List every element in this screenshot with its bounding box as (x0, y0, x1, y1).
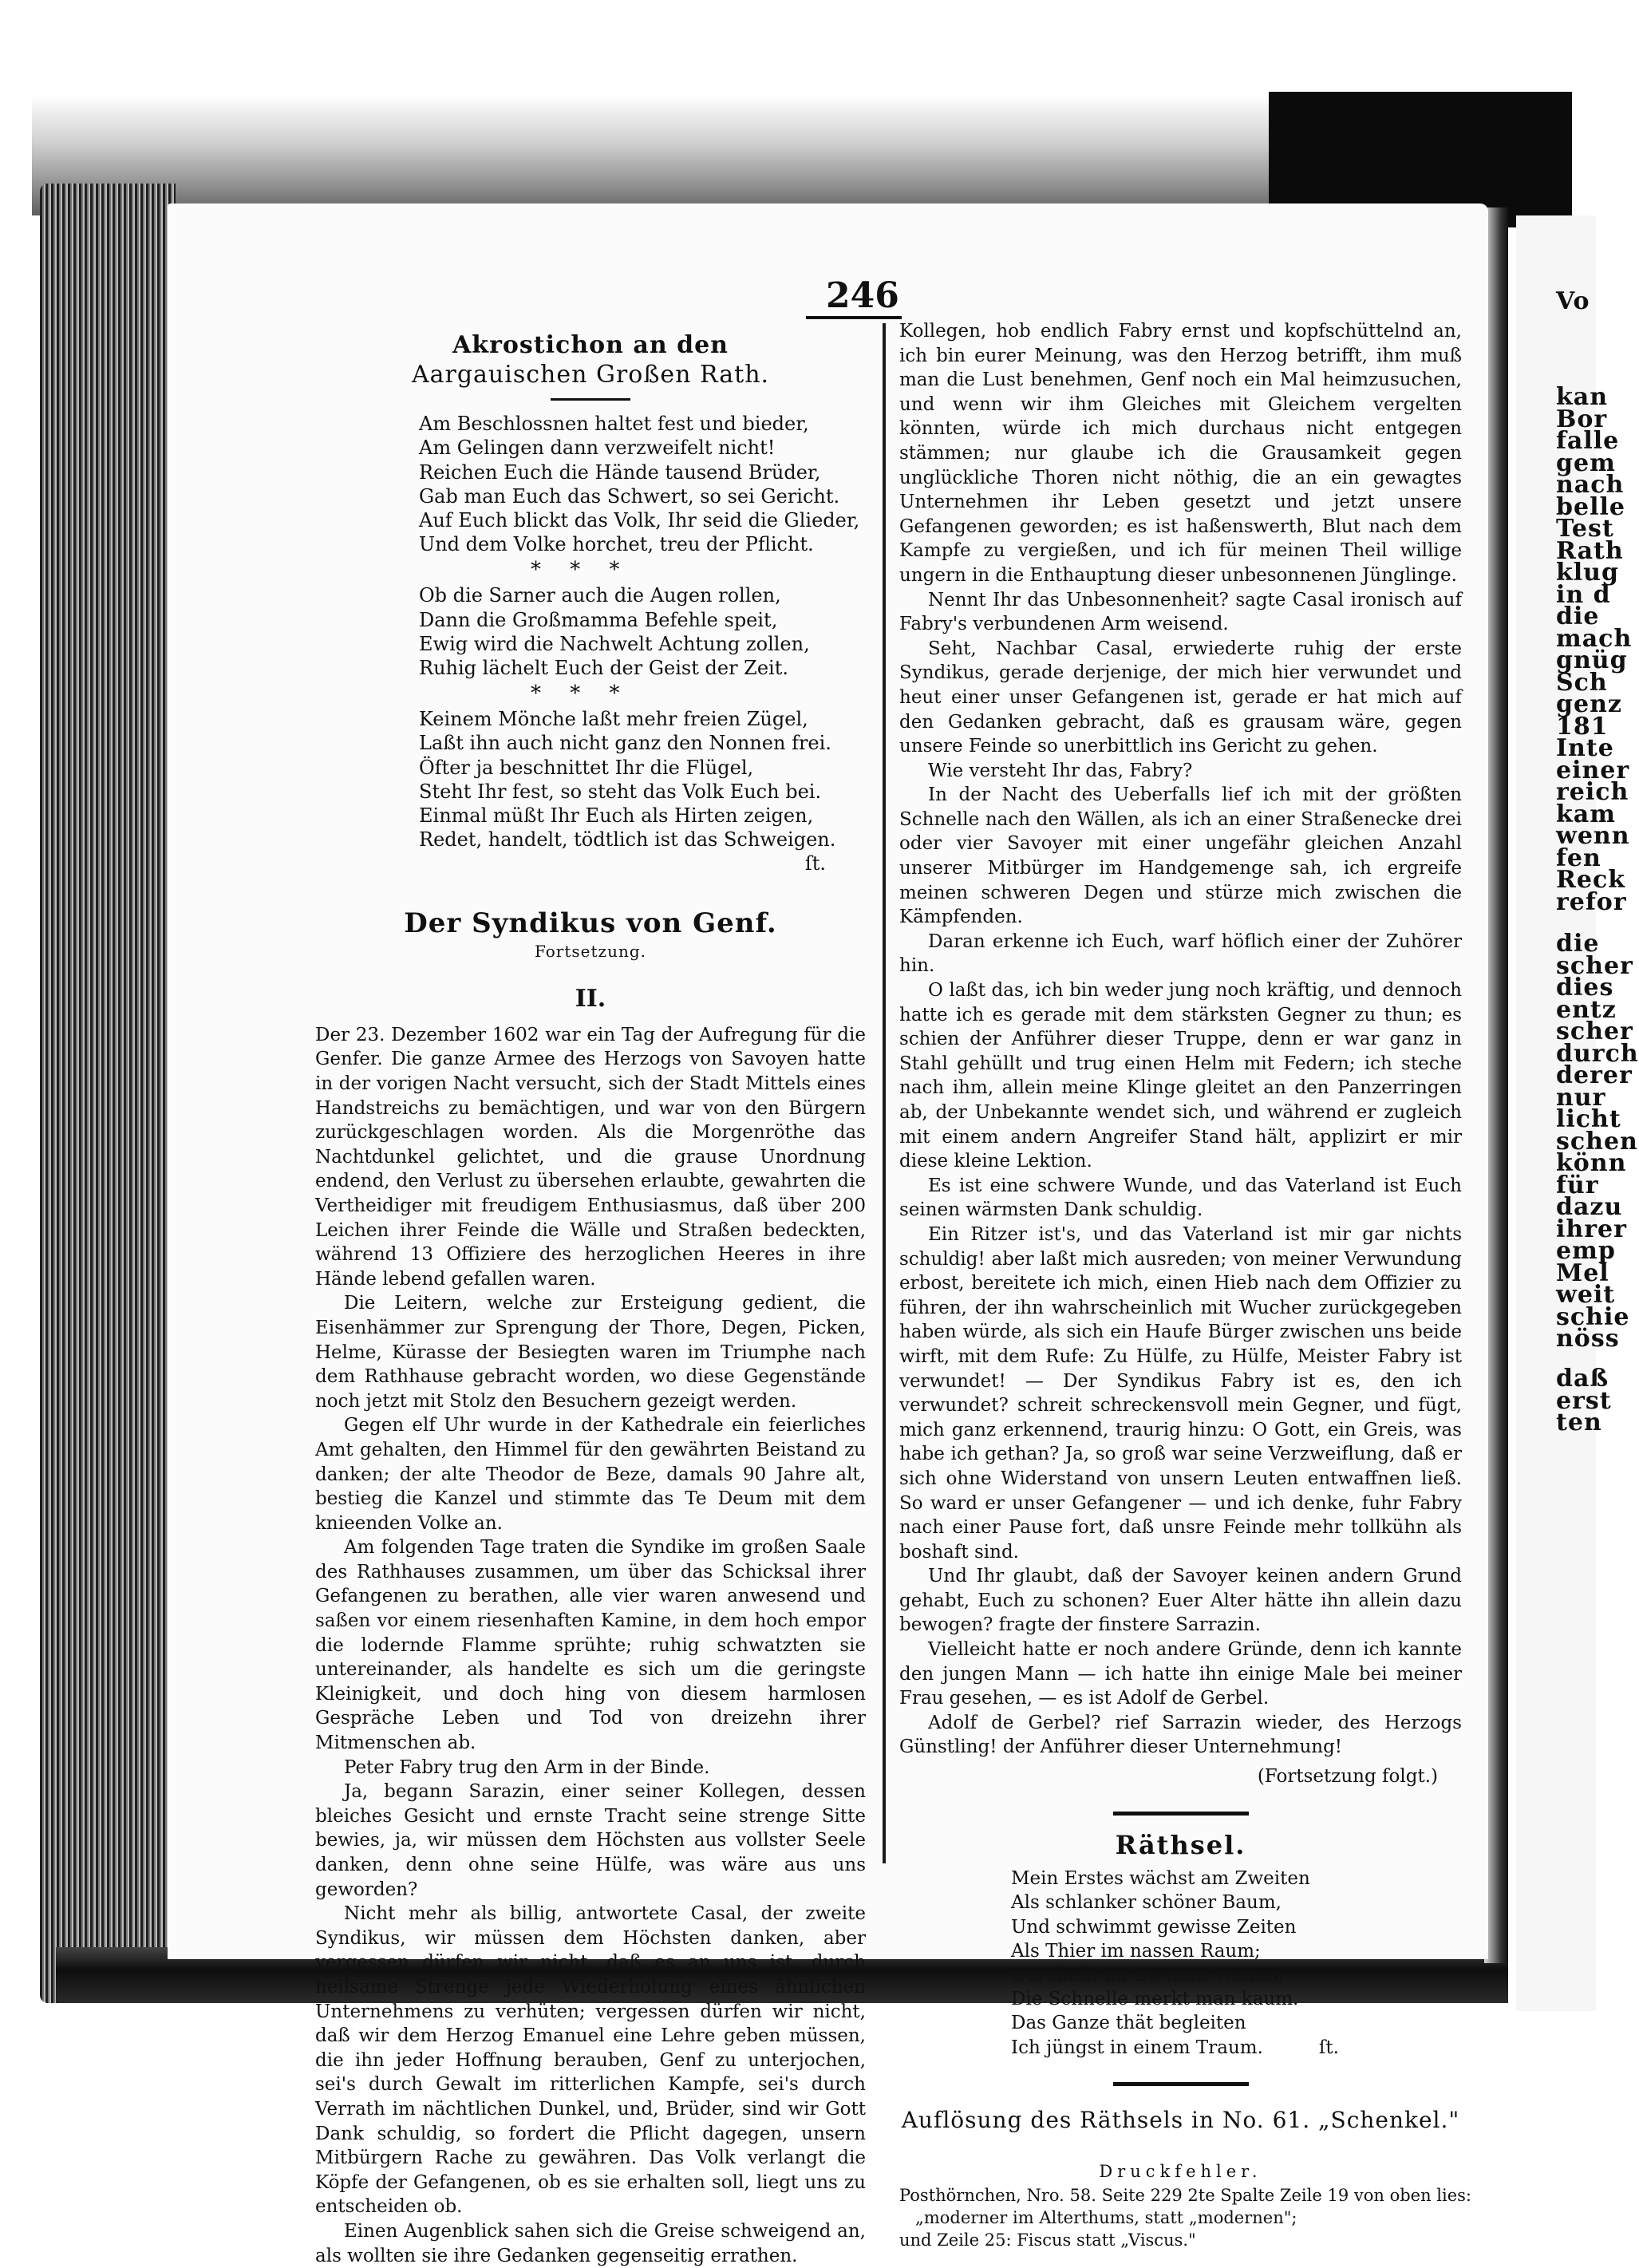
riddle-line: Ich jüngst in einem Traum. (1011, 2037, 1263, 2058)
adjacent-page-fragment: nur (1556, 1084, 1606, 1112)
poem-line: Am Beschlossnen haltet fest und bieder, (419, 413, 809, 436)
paragraph: Und Ihr glaubt, daß der Savoyer keinen andern Grund gehabt, Euch zu schonen? Euer Alter hätte ihn allein dazu bewogen? fragte der finstere Sarrazin. (899, 1566, 1462, 1636)
paragraph: O laßt das, ich bin weder jung noch kräftig, und dennoch hatte ich es gerade mit dem stärksten Gegner zu thun; es schien der Anführer dieser Truppe, denn er war ganz in Stahl gehüllt und trug einen Helm mit Federn; ich steche nach ihm, allein meine Klinge gleitet an den Panzerringen ab, der Unbekannte wendet sich, und während er zugleich mit einem andern Angreifer Stand hält, applizirt er mir diese kleine Lektion. (899, 980, 1462, 1172)
adjacent-page-fragment: die (1556, 930, 1600, 958)
adjacent-page-fragment: refor (1556, 888, 1627, 916)
paragraph: Seht, Nachbar Casal, erwiederte ruhig der erste Syndikus, gerade derjenige, der mich hier verwundet und heut einer unser Gefangenen ist, gerade er hat mich auf den Gedanken gebracht, daß es grausam wäre, gegen unsere Feinde so unerbittlich ins Gericht zu gehen. (899, 638, 1462, 757)
poem-line: Laßt ihn auch nicht ganz den Nonnen frei. (419, 732, 831, 755)
adjacent-page-fragment: 181 (1556, 713, 1609, 741)
poem-title-line1: Akrostichon an den (452, 331, 729, 359)
adjacent-page-fragment: Reck (1556, 866, 1626, 894)
adjacent-page-fragment: belle (1556, 493, 1625, 521)
poem-line: Und dem Volke horchet, treu der Pflicht. (419, 533, 814, 556)
paragraph: Ja, begann Sarazin, einer seiner Kollegen, dessen bleiches Gesicht und ernste Tracht seine strenge Sitte bewies, ja, wir müssen dem Höchsten aus vollster Seele danken, denn ohne seine Hülfe, was wäre aus uns geworden? (315, 1781, 866, 1900)
errata-text (899, 2184, 1471, 2251)
adjacent-page-fragment: reich (1556, 778, 1629, 806)
paragraph: Ein Ritzer ist's, und das Vaterland ist mir gar nichts schuldig! aber laßt mich ausreden; von meiner Verwundung erbost, bereitete ich mich, einen Hieb nach dem Offizier zu führen, der ihn wahrscheinlich mit Wucher zurückgegeben haben würde, als sich ein Haufe Bürger zwischen uns beide wirft, mit dem Rufe: Zu Hülfe, zu Hülfe, Meister Fabry ist verwundet! — Der Syndikus Fabry ist es, den ich verwundet? schreit schreckensvoll mein Gegner, und fügt, mich ganz erkennend, traurig hinzu: O Gott, ein Greis, was habe ich gethan? Ja, so groß war seine Verzweiflung, daß er sich ohne Widerstand von unsern Leuten entwaffnen ließ. So ward er unser Gefangener — und ich denke, fuhr Fabry nach einer Pause fort, daß unsre Feinde mehr tollkühn als boshaft sind. (899, 1223, 1462, 1563)
section-divider (1113, 1812, 1249, 1816)
adjacent-page-fragment: wenn (1556, 822, 1630, 850)
section-divider (1113, 2082, 1249, 2086)
adjacent-page-fragment: derer (1556, 1061, 1633, 1089)
page-number: 246 (826, 275, 899, 316)
poem-line: Reichen Euch die Hände tausend Brüder, (419, 460, 821, 484)
adjacent-page-fragment: fen (1556, 844, 1601, 872)
adjacent-page-fragment: erst (1556, 1387, 1612, 1415)
adjacent-page-fragment: die (1556, 603, 1600, 630)
paragraph: Wie versteht Ihr das, Fabry? (928, 760, 1193, 781)
poem-line: Ruhig lächelt Euch der Geist der Zeit. (419, 657, 788, 680)
adjacent-page-fragment: Bor (1556, 405, 1608, 433)
poem-line: Einmal müßt Ihr Euch als Hirten zeigen, (419, 804, 814, 828)
adjacent-page-fragment: licht (1556, 1105, 1621, 1133)
adjacent-page-fragment: falle (1556, 427, 1620, 455)
paragraph: In der Nacht des Ueberfalls lief ich mit der größten Schnelle nach den Wällen, als ich an einer Straßenecke drei oder vier Savoyer mit einer ungefähr gleichen Anzahl unserer Mitbürger im Handgemenge sah, ich ergreife meinen schweren Degen und stürze mich zwischen die Kämpfenden. (899, 784, 1462, 928)
riddle-line: Als schlanker schöner Baum, (1011, 1892, 1282, 1914)
book-page-stack (40, 184, 176, 2003)
paragraph: Nennt Ihr das Unbesonnenheit? sagte Casal ironisch auf Fabry's verbundenen Arm weisend. (899, 589, 1462, 635)
riddle-line: Als Thier im nassen Raum; (1011, 1940, 1261, 1962)
riddle-verse (899, 1867, 1462, 2060)
poem-line: Öfter ja beschnittet Ihr die Flügel, (419, 756, 754, 779)
adjacent-page-fragment: mach (1556, 625, 1633, 653)
adjacent-page-fragment: Test (1556, 515, 1614, 543)
adjacent-page-fragment: Rath (1556, 537, 1624, 565)
adjacent-page-fragment: kam (1556, 800, 1616, 828)
adjacent-page-fragment: Inte (1556, 734, 1614, 762)
paragraph: Nicht mehr als billig, antwortete Casal, der zweite Syndikus, wir müssen dem Höchsten danken, aber vergessen dürfen wir nicht, daß es an uns ist, durch heilsame Strenge jede Wiederholung eines ähnlichen Unternehmens zu verhüten; vergessen dürfen wir nicht, daß wir dem Herzog Emanuel eine Lehre geben müssen, die ihn jeder Hoffnung berauben, Genf zu unterjochen, sei's durch Gewalt im ritterlichen Kampfe, sei's durch Verrath im nächtlichen Dunkel, und, Brüder, sind wir Gott Dank schuldig, so fordert die Pflicht dagegen, unsern Mitbürgern Rache zu gewähren. Das Volk verlangt die Köpfe der Gefangenen, ob es sie erhalten soll, liegt uns zu entscheiden ob. (315, 1903, 866, 2218)
stanza-separator: * * * (531, 558, 631, 583)
errata-line: und Zeile 25: Fiscus statt „Viscus." (899, 2230, 1196, 2250)
adjacent-page-fragment: dazu (1556, 1193, 1623, 1221)
riddle-line-last (1011, 2036, 1462, 2060)
adjacent-page-fragment: gnüg (1556, 646, 1628, 674)
adjacent-page-fragment: schen (1556, 1128, 1638, 1156)
adjacent-page-fragment: kan (1556, 383, 1609, 411)
riddle-line: Das Ganze thät begleiten (1011, 2013, 1246, 2034)
adjacent-page-fragment: dies (1556, 974, 1614, 1002)
riddle-line: Die Schnelle merkt man kaum. (1011, 1989, 1299, 2010)
poem-stanza-2 (315, 583, 866, 680)
poem-line: Dann die Großmamma Befehle speit, (419, 608, 778, 631)
paragraph: Der 23. Dezember 1602 war ein Tag der Aufregung für die Genfer. Die ganze Armee des Herzogs von Savoyen hatte in der vorigen Nacht versucht, sich der Stadt Mittels eines Handstreichs zu bemächtigen, und war von den Bürgern zurückgeschlagen worden. Als die Morgenröthe das Nachtdunkel gelichtet, und die grause Unordnung endend, den Verlust zu übersehen erlaubte, gewahrten die Vertheidiger mit freudigem Enthusiasmus, daß über 200 Leichen ihrer Feinde die Wälle und Straßen bedeckten, während 13 Offiziere des herzoglichen Heeres in ihre Hände lebend gefallen waren. (315, 1024, 866, 1290)
adjacent-page-fragment: genz (1556, 690, 1622, 718)
paragraph: Peter Fabry trug den Arm in der Binde. (344, 1756, 710, 1778)
adjacent-page-fragment: durch (1556, 1040, 1639, 1068)
adjacent-page-fragment: ihrer (1556, 1215, 1627, 1243)
riddle-line: Mein Erstes wächst am Zweiten (1011, 1868, 1310, 1890)
poem-line: Auf Euch blickt das Volk, Ihr seid die Glieder, (419, 509, 860, 531)
paragraph: Am folgenden Tage traten die Syndike im großen Saale des Rathhauses zusammen, um über das Schicksal ihrer Gefangenen zu berathen, alle vier waren anwesend und saßen vor einem riesenhaften Kamine, in dem hoch empor die lodernde Flamme sprühte; ruhig schwatzten sie untereinander, als handelte es sich um die geringste Kleinigkeit, und doch hing von diesem harmlosen Gespräche Leben und Tod von dreizehn ihrer Mitmenschen ab. (315, 1537, 866, 1754)
divider (551, 398, 630, 401)
paragraph: Einen Augenblick sahen sich die Greise schweigend an, als wollten sie ihre Gedanken gegenseitig errathen. (315, 2220, 866, 2266)
errata-title: Druckfehler. (1099, 2162, 1262, 2182)
paragraph: Adolf de Gerbel? rief Sarrazin wieder, des Herzogs Günstling! der Anführer dieser Unternehmung! (899, 1712, 1462, 1758)
scan-background (32, 96, 1269, 215)
left-column (315, 319, 866, 2268)
paragraph: Vielleicht hatte er noch andere Gründe, denn ich kannte den jungen Mann — ich hatte ihn einige Male bei meiner Frau gesehen, — es ist Adolf de Gerbel. (899, 1639, 1462, 1709)
adjacent-page (1516, 215, 1639, 2011)
adjacent-page-fragment: könn (1556, 1149, 1627, 1177)
paragraph: Es ist eine schwere Wunde, und das Vaterland ist Euch seinen wärmsten Dank schuldig. (899, 1175, 1462, 1221)
adjacent-page-fragment: Mel (1556, 1259, 1609, 1287)
errata-line: Posthörnchen, Nro. 58. Seite 229 2te Spalte Zeile 19 von oben lies: (899, 2186, 1471, 2206)
chapter-number: II. (575, 985, 606, 1013)
poem-line: Redet, handelt, tödtlich ist das Schweigen. (419, 828, 836, 851)
adjacent-page-fragment: scher (1556, 952, 1633, 980)
poem-line: Am Gelingen dann verzweifelt nicht! (419, 437, 776, 460)
adjacent-page-fragment: gem (1556, 449, 1616, 477)
adjacent-page-fragment: ten (1556, 1409, 1602, 1436)
stanza-separator: * * * (531, 682, 631, 706)
riddle-line: Und schwimmt gewisse Zeiten (1011, 1916, 1297, 1938)
poem-line: Keinem Mönche laßt mehr freien Zügel, (419, 708, 808, 731)
paragraph: Gegen elf Uhr wurde in der Kathedrale ein feierliches Amt gehalten, den Himmel für den gewährten Beistand zu danken; der alte Theodor de Beze, damals 90 Jahre alt, bestieg die Kanzel und stimmte das Te Deum mit dem knieenden Volke an. (315, 1415, 866, 1534)
continuation-note: (Fortsetzung folgt.) (1257, 1766, 1438, 1788)
adjacent-page-fragment: entz (1556, 996, 1617, 1024)
riddle-solution: Auflösung des Räthsels in No. 61. „Schenkel." (901, 2106, 1460, 2133)
adjacent-page-fragment: Sch (1556, 669, 1608, 697)
adjacent-page-fragment: weit (1556, 1281, 1616, 1309)
adjacent-page-fragment: einer (1556, 757, 1630, 784)
riddle-line: Durcheilt im Zweiten Weiten, (1011, 1965, 1285, 1986)
column-divider (883, 323, 886, 1863)
poem-signature: ſt. (804, 852, 826, 875)
paragraph: Die Leitern, welche zur Ersteigung gedient, die Eisenhämmer zur Sprengung der Thore, Degen, Picken, Helme, Kürasse der Besiegten waren im Triumphe nach dem Rathhause gebracht worden, wo diese Gegenstände noch jetzt mit Stolz den Besuchern gezeigt werden. (315, 1293, 866, 1412)
poem-line: Gab man Euch das Schwert, so sei Gericht. (419, 484, 840, 508)
poem-line: Ob die Sarner auch die Augen rollen, (419, 584, 781, 607)
poem-stanza-3 (315, 707, 866, 851)
adjacent-page-fragment: daß (1556, 1365, 1609, 1393)
right-column (899, 319, 1471, 2251)
poem-title-line2: Aargauischen Großen Rath. (411, 360, 770, 389)
riddle-title: Räthsel. (1115, 1829, 1246, 1860)
adjacent-page-fragment: für (1556, 1172, 1599, 1199)
story-title: Der Syndikus von Genf. (404, 907, 777, 940)
adjacent-page-fragment: nöss (1556, 1325, 1620, 1353)
errata-line: „moderner im Alterthums, statt „modernen"; (915, 2208, 1297, 2228)
adjacent-page-fragment: klug (1556, 559, 1619, 587)
poem-line: Steht Ihr fest, so steht das Volk Euch bei. (419, 780, 822, 803)
riddle-signature: ſt. (1318, 2037, 1339, 2058)
poem-stanza-1 (315, 412, 866, 556)
paragraph: Kollegen, hob endlich Fabry ernst und kopfschüttelnd an, ich bin eurer Meinung, was den Herzog betrifft, ihm muß man die Lust benehmen, Genf noch ein Mal heimzusuchen, und wenn wir ihm Gleiches mit Gleichem vergelten könnten, würde ich mich durchaus nicht entgegen stämmen; nur glaube ich die Grausamkeit gegen unglückliche Thoren nicht nöthig, die an ein gewagtes Unternehmen ihr Leben gesetzt und jetzt unsere Gefangenen geworden; es ist haßenswerth, Blut nach dem Kampfe zu vergießen, und ich für meinen Theil willige ungern in die Enthauptung dieser unbesonnenen Jünglinge. (899, 321, 1462, 586)
adjacent-page-fragment: in d (1556, 581, 1611, 609)
adjacent-page-fragment: scher (1556, 1017, 1633, 1045)
adjacent-page-fragment: nach (1556, 471, 1625, 499)
story-subtitle: Fortsetzung. (534, 941, 647, 961)
adjacent-page-fragment: emp (1556, 1237, 1616, 1265)
poem-line: Ewig wird die Nachwelt Achtung zollen, (419, 632, 810, 655)
adjacent-page-fragment: Vo (1556, 287, 1590, 315)
adjacent-page-fragment: schie (1556, 1303, 1630, 1331)
paragraph: Daran erkenne ich Euch, warf höflich einer der Zuhörer hin. (899, 931, 1462, 977)
